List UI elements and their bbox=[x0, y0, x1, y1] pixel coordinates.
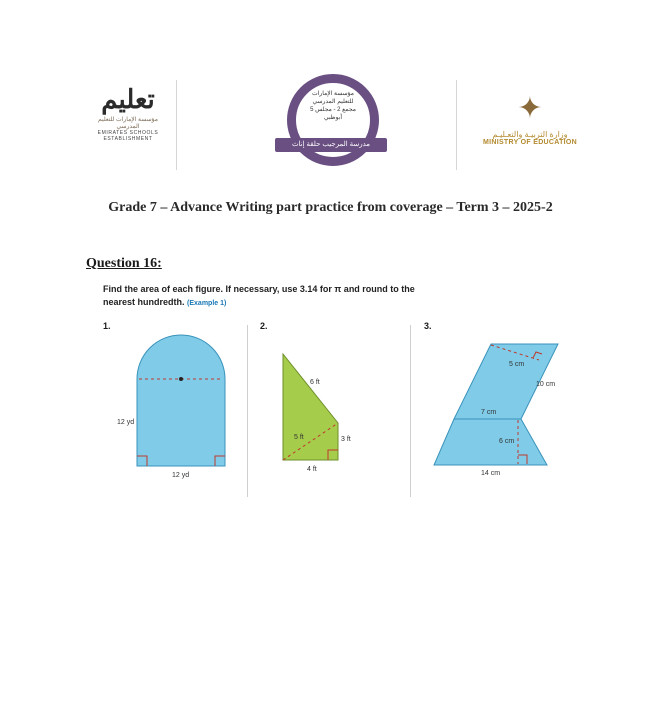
figure-3-base-label: 14 cm bbox=[481, 470, 501, 477]
seal-line3: مجمع 2 - مجلس 5 bbox=[310, 107, 356, 113]
figure-1-width-label: 12 yd bbox=[172, 472, 190, 479]
logo-mark: تعليم bbox=[101, 85, 155, 115]
figure-3-slant-label: 10 cm bbox=[536, 381, 556, 388]
seal-banner: مدرسة المرجيب حلقة إناث bbox=[275, 138, 387, 152]
figure-2-hyp-label: 6 ft bbox=[310, 379, 320, 386]
logo-english-line1: EMIRATES SCHOOLS bbox=[97, 130, 159, 136]
figure-2-shape bbox=[283, 354, 338, 460]
figure-3-mid-label: 7 cm bbox=[481, 409, 497, 416]
instruction-line1: Find the area of each figure. If necessary, use 3.14 for π and round to the bbox=[103, 284, 415, 294]
logo-arabic-name: مؤسسة الإمارات للتعليم المدرسي bbox=[98, 117, 158, 130]
figure-2-side-label: 3 ft bbox=[341, 436, 351, 443]
question-label: Question 16: bbox=[86, 256, 162, 271]
figure-2-inner-label: 5 ft bbox=[294, 434, 304, 441]
instruction-line2: nearest hundredth. bbox=[103, 297, 185, 307]
seal-line1: مؤسسة الإمارات bbox=[312, 91, 354, 97]
seal-line4: أبوظبي bbox=[323, 115, 343, 121]
seal-line2: للتعليم المدرسي bbox=[312, 99, 354, 105]
figure-3-height-label: 6 cm bbox=[499, 438, 515, 445]
ministry-english-name: MINISTRY OF EDUCATION bbox=[482, 139, 578, 146]
figure-3-trapezoid bbox=[434, 419, 547, 465]
figure-1-center bbox=[179, 377, 183, 381]
figure-3-number: 3. bbox=[424, 321, 432, 331]
figure-3-top-label: 5 cm bbox=[509, 361, 525, 368]
figure-2-number: 2. bbox=[260, 321, 268, 331]
figure-2 bbox=[283, 354, 351, 473]
eagle-emblem-icon: ✦ bbox=[517, 92, 543, 125]
figure-1-number: 1. bbox=[103, 321, 111, 331]
figure-1 bbox=[117, 335, 225, 479]
example-reference: (Example 1) bbox=[187, 300, 227, 307]
figure-1-height-label: 12 yd bbox=[117, 419, 135, 426]
page-title: Grade 7 – Advance Writing part practice from coverage – Term 3 – 2025-2 bbox=[108, 200, 553, 215]
figure-3 bbox=[434, 344, 558, 477]
figure-1-shape bbox=[137, 335, 225, 466]
figure-2-base-label: 4 ft bbox=[307, 466, 317, 473]
ministry-arabic-name: وزارة التربيـة والتعـليـم bbox=[492, 130, 568, 139]
logo-english-line2: ESTABLISHMENT bbox=[103, 136, 153, 142]
